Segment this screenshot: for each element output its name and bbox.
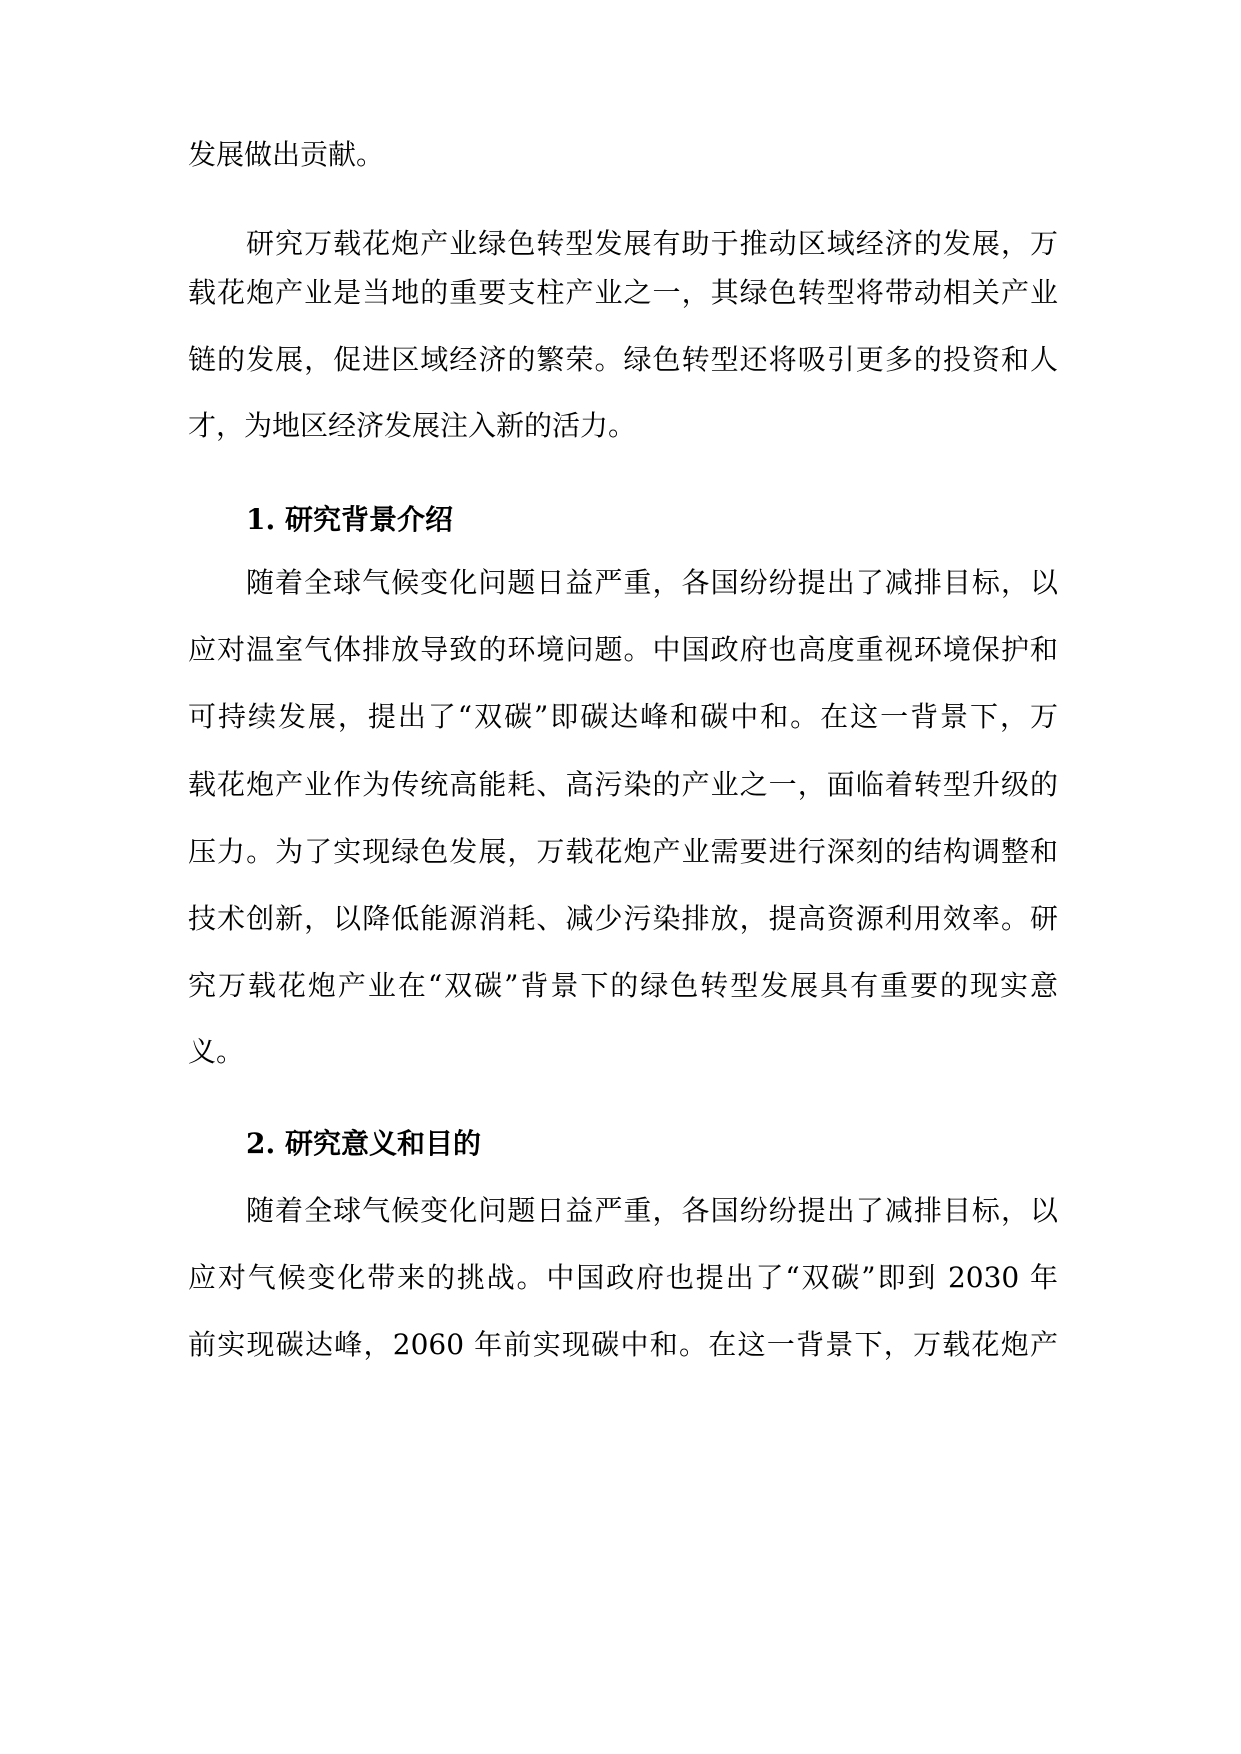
paragraph-line: 链的发展，促进区域经济的繁荣。绿色转型还将吸引更多的投资和人 xyxy=(188,343,1058,376)
paragraph-line: 可持续发展，提出了“双碳”即碳达峰和碳中和。在这一背景下，万 xyxy=(188,700,1058,733)
paragraph-line: 究万载花炮产业在“双碳”背景下的绿色转型发展具有重要的现实意 xyxy=(188,969,1058,1002)
paragraph-line: 载花炮产业作为传统高能耗、高污染的产业之一，面临着转型升级的 xyxy=(188,768,1058,801)
paragraph-line: 研究万载花炮产业绿色转型发展有助于推动区域经济的发展，万 xyxy=(246,227,1058,260)
paragraph-line: 义。 xyxy=(188,1035,245,1068)
paragraph-line: 技术创新，以降低能源消耗、减少污染排放，提高资源利用效率。研 xyxy=(188,902,1058,935)
paragraph-line: 载花炮产业是当地的重要支柱产业之一，其绿色转型将带动相关产业 xyxy=(188,276,1058,309)
section-heading: 2. 研究意义和目的 xyxy=(246,1127,481,1160)
section-heading: 1. 研究背景介绍 xyxy=(246,503,453,536)
paragraph-line: 应对温室气体排放导致的环境问题。中国政府也高度重视环境保护和 xyxy=(188,633,1058,666)
paragraph-line: 压力。为了实现绿色发展，万载花炮产业需要进行深刻的结构调整和 xyxy=(188,835,1058,868)
paragraph-line: 前实现碳达峰，2060 年前实现碳中和。在这一背景下，万载花炮产 xyxy=(188,1328,1058,1361)
paragraph-line: 发展做出贡献。 xyxy=(188,138,385,171)
paragraph-line: 随着全球气候变化问题日益严重，各国纷纷提出了减排目标，以 xyxy=(246,566,1058,599)
paragraph-line: 随着全球气候变化问题日益严重，各国纷纷提出了减排目标，以 xyxy=(246,1194,1058,1227)
paragraph-line: 应对气候变化带来的挑战。中国政府也提出了“双碳”即到 2030 年 xyxy=(188,1261,1058,1294)
paragraph-line: 才，为地区经济发展注入新的活力。 xyxy=(188,409,637,442)
